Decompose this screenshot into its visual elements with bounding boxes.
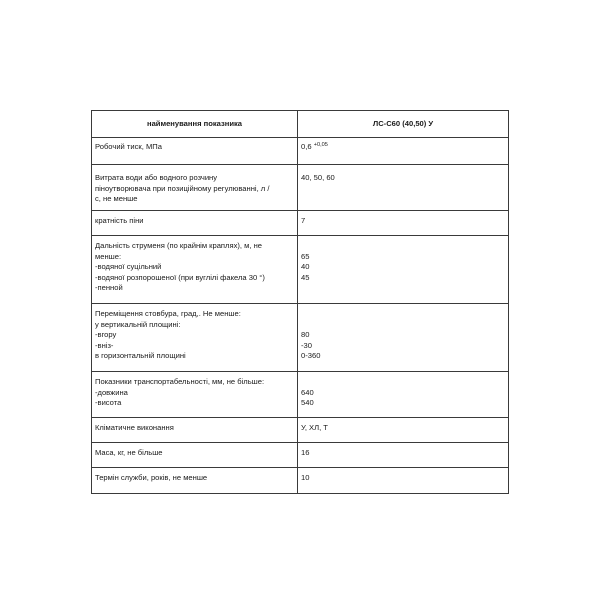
climate-version-label: Кліматичне виконання	[95, 423, 174, 432]
working-pressure-label: Робочий тиск, МПа	[95, 142, 162, 151]
table-row	[92, 443, 509, 468]
jet-range-value: 65 40 45	[301, 251, 310, 282]
water-flow-value: 40, 50, 60	[301, 173, 335, 182]
table-row	[92, 138, 509, 165]
row-name-cell	[92, 418, 298, 443]
row-value-cell	[298, 443, 509, 468]
row-name-cell	[92, 443, 298, 468]
row-value-cell	[298, 165, 509, 211]
spec-table	[91, 110, 509, 494]
water-flow-label: Витрата води або водного розчину піноутворювача при позиційному регулюванні, л / с, не менше	[95, 173, 270, 203]
row-value-cell	[298, 418, 509, 443]
table-row	[92, 236, 509, 304]
row-value-cell	[298, 304, 509, 372]
row-value-cell	[298, 372, 509, 418]
mass-label: Маса, кг, не більше	[95, 448, 163, 457]
row-value-cell	[298, 468, 509, 494]
row-name-cell	[92, 138, 298, 165]
table-row	[92, 468, 509, 494]
row-name-cell	[92, 372, 298, 418]
table-row	[92, 418, 509, 443]
table-row	[92, 165, 509, 211]
table-header-row	[92, 111, 509, 138]
barrel-movement-label: Переміщення стовбура, град,. Не менше: у вертикальній площині: -вгору -вніз- в горизонтальній площині	[95, 309, 241, 360]
jet-range-label: Дальність струменя (по крайнім краплях), м, не менше: -водяної суцільний -водяної розпорошеної (при вуглілі факела 30 °) -пенной	[95, 241, 265, 292]
table-row	[92, 304, 509, 372]
transport-dimensions-value: 640 540	[301, 387, 314, 407]
header-name-column: найменування показника	[92, 111, 298, 138]
row-name-cell	[92, 468, 298, 494]
working-pressure-tolerance: +0,05	[313, 142, 328, 148]
service-life-label: Термін служби, років, не менше	[95, 473, 208, 482]
row-name-cell	[92, 211, 298, 236]
row-value-cell	[298, 138, 509, 165]
foam-ratio-label: кратність піни	[95, 216, 144, 225]
working-pressure-value	[301, 138, 505, 153]
barrel-movement-value: 80 -30 0-360	[301, 330, 321, 360]
header-value-column: ЛС-С60 (40,50) У	[298, 111, 509, 138]
table-row	[92, 372, 509, 418]
table-row	[92, 211, 509, 236]
mass-value: 16	[301, 448, 310, 457]
climate-version-value: У, ХЛ, Т	[301, 423, 328, 432]
row-name-cell	[92, 236, 298, 304]
transport-dimensions-label: Показники транспортабельності, мм, не більше: -довжина -висота	[95, 377, 265, 407]
row-value-cell	[298, 211, 509, 236]
service-life-value: 10	[301, 473, 310, 482]
row-name-cell	[92, 304, 298, 372]
working-pressure-number: 0,6	[301, 142, 312, 151]
row-name-cell	[92, 165, 298, 211]
row-value-cell	[298, 236, 509, 304]
foam-ratio-value: 7	[301, 216, 306, 225]
